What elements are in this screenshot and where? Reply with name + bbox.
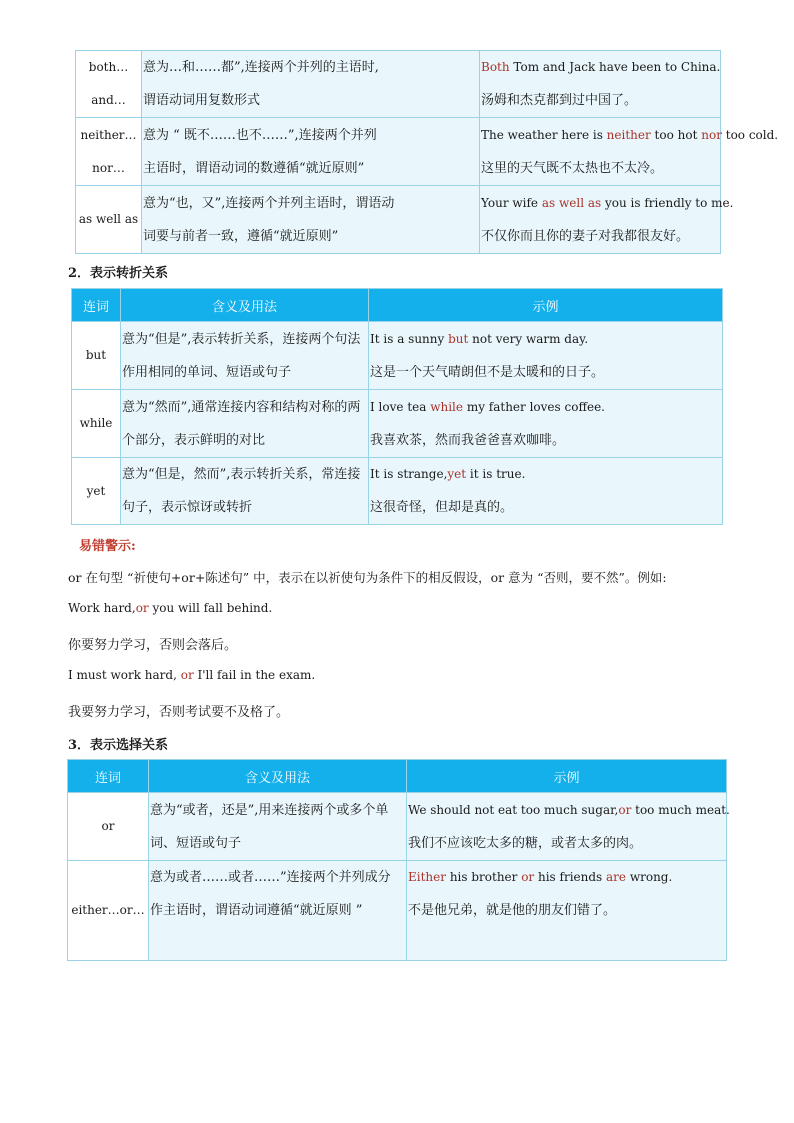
table-header-row	[68, 760, 727, 793]
meaning-line: 意为或者……或者……”连接两个并列成分	[150, 870, 391, 885]
example-text: his brother	[446, 870, 522, 884]
example-english	[481, 187, 734, 220]
conjunction-text: both…	[88, 60, 129, 74]
warning-example-1-en	[68, 601, 272, 615]
table-body	[76, 51, 779, 254]
example-text: It is a sunny	[370, 331, 449, 346]
example-text: The weather here is	[481, 127, 607, 142]
example-chinese: 不仅你而且你的妻子对我都很友好。	[481, 228, 690, 244]
example-chinese: 这是一个天气晴朗但不是太暖和的日子。	[370, 364, 605, 380]
meaning-cell	[121, 458, 369, 525]
table-row	[72, 322, 723, 390]
table-coordinating	[75, 50, 779, 254]
highlight-word: yet	[447, 467, 467, 481]
conjunction-text: but	[85, 348, 107, 362]
table-row	[72, 390, 723, 458]
header-conj: 连词	[68, 760, 149, 793]
meaning-line: 意为“然而”,通常连接内容和结构对称的两	[122, 399, 361, 415]
meaning-line: 词要与前者一致，遵循“就近原则”	[143, 228, 339, 244]
conjunction-text: neither…	[80, 127, 137, 142]
highlight-word: but	[448, 331, 469, 346]
example-text: Work hard,	[68, 601, 136, 615]
example-chinese: 这很奇怪，但却是真的。	[370, 500, 514, 515]
conjunction-text: yet	[86, 483, 106, 498]
example-chinese: 这里的天气既不太热也不太冷。	[481, 160, 664, 176]
example-text: Jack have been to China.	[565, 60, 721, 74]
example-text: it is true.	[466, 467, 526, 481]
meaning-line: 词、短语或句子	[150, 835, 242, 851]
example-text: Tom and	[509, 60, 566, 74]
meaning-line: 意为“也，又”,连接两个并列主语时，谓语动	[143, 195, 395, 211]
highlight-word: or	[618, 802, 632, 817]
warning-text: or 在句型 “祈使句+or+陈述句” 中，表示在以祈使句为条件下的相反假设，or 意为 “否则，要不然”。例如:	[68, 570, 667, 585]
meaning-line: 作用相同的单词、短语或句子	[122, 364, 292, 380]
meaning-line: 意为“但是”,表示转折关系，连接两个句法	[122, 331, 361, 347]
example-text: Your wife	[481, 195, 542, 210]
meaning-line: 谓语动词用复数形式	[143, 93, 261, 108]
example-cell	[480, 118, 779, 186]
example-text: I must work hard,	[68, 668, 181, 682]
highlight-word: while	[430, 399, 463, 414]
highlight-word: or	[521, 870, 535, 884]
example-text: too hot	[650, 127, 702, 142]
highlight-word: or	[135, 601, 149, 615]
example-english	[370, 323, 722, 356]
conjunction-cell	[68, 793, 149, 861]
conjunction-cell	[72, 458, 121, 525]
example-text: you is friendly to me.	[601, 195, 734, 210]
example-text: We should not eat too much sugar,	[408, 802, 619, 817]
warning-label: 易错警示:	[79, 539, 136, 554]
conjunction-cell	[72, 390, 121, 458]
warning-example-2-en	[68, 668, 315, 682]
meaning-line: 作主语时，谓语动词遵循“就近原则 ”	[150, 903, 363, 918]
example-text: too much meat.	[631, 802, 730, 817]
example-cell	[369, 458, 723, 525]
example-english	[370, 391, 722, 424]
conjunction-text: nor…	[92, 160, 125, 175]
example-chinese: 我喜欢茶，然而我爸爸喜欢咖啡。	[370, 432, 566, 448]
example-text: It is strange,	[370, 467, 448, 481]
table-row	[72, 458, 723, 525]
meaning-line: 意为 “ 既不……也不……”,连接两个并列	[143, 127, 377, 143]
table-row	[68, 793, 727, 861]
example-text: wrong.	[626, 870, 673, 884]
example-cell	[480, 51, 721, 118]
conjunction-cell	[76, 118, 142, 186]
highlight-word: nor	[701, 127, 722, 142]
highlight-word: Either	[408, 870, 446, 884]
example-text: you will fall behind.	[148, 601, 273, 615]
meaning-line: 句子，表示惊讶或转折	[122, 500, 253, 515]
example-english	[408, 794, 730, 827]
highlight-word: or	[180, 668, 194, 682]
header-example: 示例	[407, 760, 727, 793]
highlight-word: are	[606, 870, 627, 884]
conjunction-cell	[72, 322, 121, 390]
example-cell	[407, 793, 730, 861]
warning-example-1-zh: 你要努力学习，否则会落后。	[68, 638, 238, 653]
conjunction-text: as well as	[78, 212, 139, 226]
highlight-word: as well as	[541, 195, 602, 210]
example-text: I'll fail in the exam.	[193, 668, 316, 682]
conjunction-text: and…	[91, 93, 126, 107]
meaning-cell	[121, 390, 369, 458]
meaning-cell	[142, 186, 480, 254]
header-conj: 连词	[72, 289, 121, 322]
example-chinese: 汤姆和杰克都到过中国了。	[481, 93, 638, 108]
example-cell	[369, 390, 723, 458]
example-chinese: 我们不应该吃太多的糖，或者太多的肉。	[408, 835, 643, 851]
meaning-line: 主语时，谓语动词的数遵循“就近原则”	[143, 160, 365, 176]
table-row	[76, 186, 721, 254]
table-row	[76, 51, 721, 118]
example-english	[408, 861, 726, 894]
example-text: his friends	[534, 870, 607, 884]
example-cell	[480, 186, 734, 254]
meaning-line: 意为“但是，然而”,表示转折关系，常连接	[122, 467, 361, 482]
conjunction-text: or	[101, 819, 115, 833]
conjunction-cell	[68, 861, 149, 961]
table-row	[68, 861, 727, 961]
meaning-line: 个部分，表示鲜明的对比	[122, 432, 266, 448]
section-2-title: 2．表示转折关系	[68, 266, 169, 281]
conjunction-cell	[76, 186, 142, 254]
conjunction-text: either…or…	[71, 903, 145, 917]
table-choice	[67, 759, 730, 961]
header-meaning: 含义及用法	[121, 289, 369, 322]
header-example: 示例	[369, 289, 723, 322]
example-english	[481, 51, 720, 84]
example-cell	[407, 861, 727, 961]
meaning-line: 意为…和……都”,连接两个并列的主语时,	[143, 60, 379, 75]
meaning-cell	[149, 861, 407, 961]
header-meaning: 含义及用法	[149, 760, 407, 793]
example-text: too cold.	[721, 127, 779, 142]
example-text: not very warm day.	[468, 331, 589, 346]
example-text: my father loves coffee.	[463, 399, 605, 414]
example-english	[481, 119, 779, 152]
table-row	[76, 118, 721, 186]
warning-example-2-zh: 我要努力学习，否则考试要不及格了。	[68, 705, 290, 720]
table-body	[68, 793, 730, 961]
conjunction-cell	[76, 51, 142, 118]
section-3-title: 3．表示选择关系	[68, 738, 169, 753]
example-cell	[369, 322, 723, 390]
meaning-cell	[121, 322, 369, 390]
meaning-line: 意为“或者，还是”,用来连接两个或多个单	[150, 802, 389, 818]
highlight-word: neither	[606, 127, 651, 142]
meaning-cell	[142, 51, 480, 118]
table-contrast	[71, 288, 723, 525]
table-body	[72, 322, 723, 525]
example-english	[370, 458, 722, 491]
example-chinese: 不是他兄弟，就是他的朋友们错了。	[408, 903, 617, 918]
highlight-word: Both	[481, 60, 510, 74]
meaning-cell	[149, 793, 407, 861]
table-header-row	[72, 289, 723, 322]
conjunction-text: while	[79, 416, 113, 430]
example-text: I love tea	[370, 399, 431, 414]
meaning-cell	[142, 118, 480, 186]
